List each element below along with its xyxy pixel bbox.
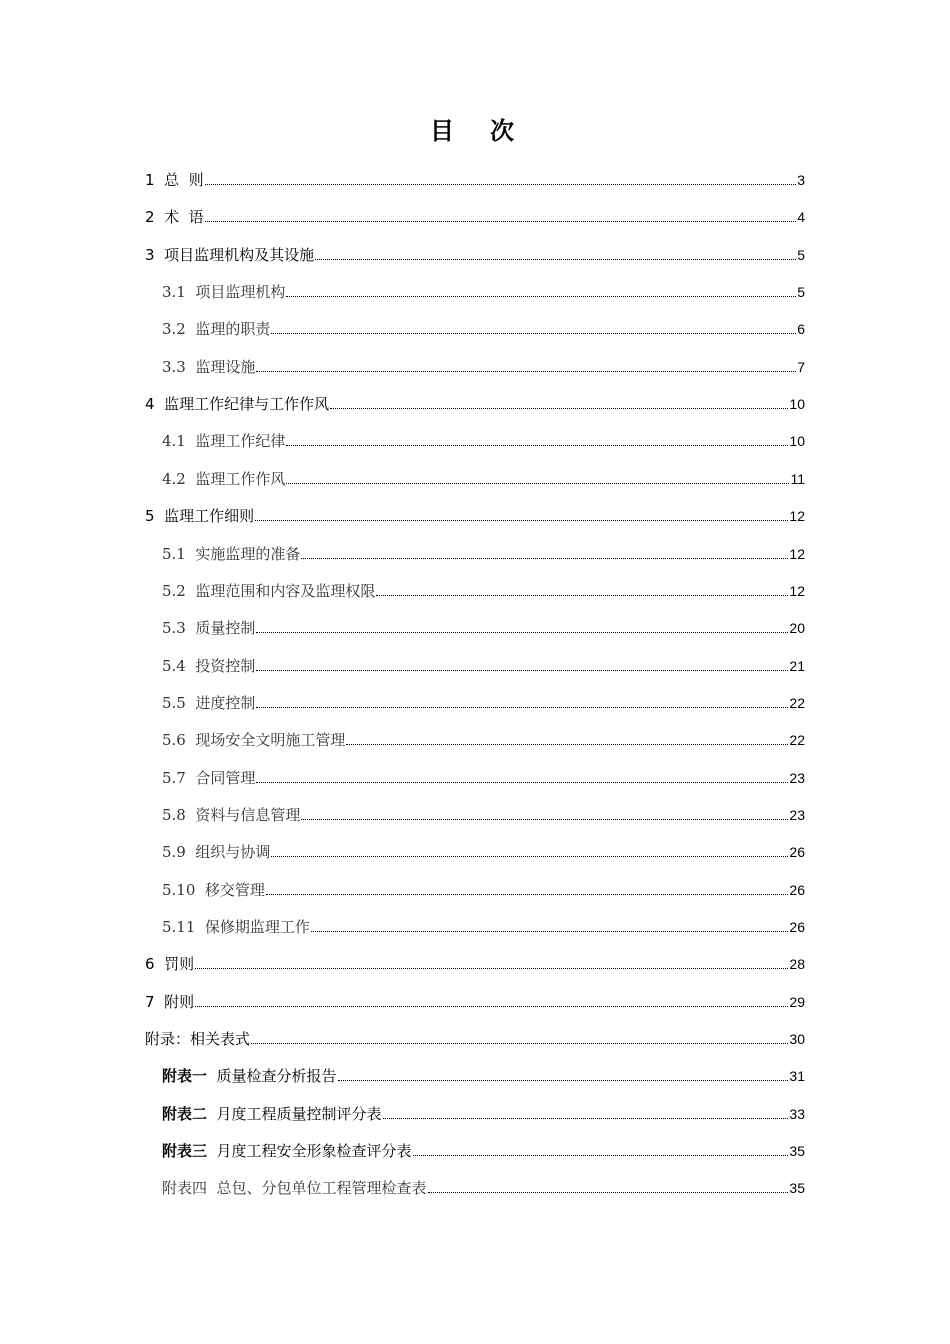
toc-entry-label [162,1104,382,1124]
toc-entry-label [145,954,194,974]
dot-leader [311,931,788,932]
dot-leader [301,558,788,559]
toc-entry-text: 3 项目监理机构及其设施 [145,245,315,264]
toc-entry-page-number: 12 [789,545,805,562]
dot-leader [413,1155,789,1156]
toc-entry[interactable] [145,990,805,1012]
toc-entry[interactable] [162,1139,805,1161]
toc-entry-text: 5.5 进度控制 [162,693,256,712]
toc-entry-page-number: 12 [789,508,805,525]
toc-entry-text: 3.3 监理设施 [162,357,256,376]
toc-entry-prefix: 附表三 [162,1142,208,1161]
dot-leader [256,782,788,783]
dot-leader [256,371,796,372]
dot-leader [256,670,788,671]
toc-entry-text: 4 监理工作纪律与工作作风 [145,395,330,414]
toc-entry-page-number: 26 [789,881,805,898]
toc-entry-page-number: 30 [789,1031,805,1048]
toc-entry-label [145,992,194,1012]
toc-entry-text: 附录：相关表式 [145,1030,251,1049]
toc-entry-label [145,170,204,190]
toc-entry[interactable] [162,878,805,900]
toc-entry[interactable] [162,1102,805,1124]
toc-entry[interactable] [145,952,805,974]
toc-entry-label [145,245,314,265]
toc-entry-page-number: 28 [789,956,805,973]
toc-entry[interactable] [145,504,805,526]
dot-leader [376,595,788,596]
dot-leader [266,894,788,895]
dot-leader [205,221,797,222]
toc-entry[interactable] [162,1064,805,1086]
toc-entry-text: 5.9 组织与协调 [162,843,271,862]
dot-leader [195,968,788,969]
dot-leader [286,483,789,484]
dot-leader [286,445,788,446]
toc-title: 目 次 [430,117,520,145]
toc-entry[interactable] [162,654,805,676]
toc-entry-page-number: 35 [789,1180,805,1197]
toc-entry-label [162,730,345,750]
toc-entry-page-number: 22 [789,732,805,749]
toc-entry[interactable] [162,1176,805,1198]
toc-entry-text: 2 术 语 [145,208,204,227]
toc-entry-text: 月度工程质量控制评分表 [207,1104,382,1123]
dot-leader [251,1043,788,1044]
toc-entry-label [145,207,204,227]
toc-entry-label [162,544,300,564]
dot-leader [205,184,797,185]
toc-entry-page-number: 26 [789,919,805,935]
toc-entry-text: 5.3 质量控制 [162,619,256,638]
toc-entry-text: 4.1 监理工作纪律 [162,432,286,451]
toc-entry-label [162,768,255,788]
toc-entry[interactable] [162,317,805,339]
toc-entry-text: 3.1 项目监理机构 [162,283,286,302]
toc-entry-label [162,319,270,339]
toc-entry-label [162,1066,337,1086]
toc-entry-label [162,917,310,937]
dot-leader [271,333,796,334]
toc-entry-page-number: 3 [797,172,805,188]
toc-entry[interactable] [145,205,805,227]
toc-entry-text: 3.2 监理的职责 [162,320,271,339]
toc-entry-page-number: 33 [789,1105,805,1122]
toc-entry-label [162,693,255,713]
toc-entry-label [162,618,255,638]
toc-entry-text: 质量检查分析报告 [207,1067,337,1086]
toc-entry[interactable] [162,840,805,862]
toc-entry-text: 4.2 监理工作作风 [162,469,286,488]
toc-entry-label [162,880,265,900]
toc-entry-page-number: 23 [789,806,805,823]
dot-leader [428,1192,789,1193]
toc-entry[interactable] [162,429,805,451]
toc-entry-page-number: 4 [797,209,805,226]
toc-entry-text: 月度工程安全形象检查评分表 [207,1142,412,1161]
dot-leader [256,707,788,708]
dot-leader [346,744,788,745]
toc-entry-label [162,805,300,825]
toc-entry-label [162,581,375,601]
toc-entry-text: 5.4 投资控制 [162,656,256,675]
toc-entry-text: 5.2 监理范围和内容及监理权限 [162,581,376,600]
toc-entry-label [162,282,285,302]
toc-entry-page-number: 7 [797,358,805,375]
toc-entry[interactable] [162,467,805,489]
toc-entry-text: 7 附则 [145,992,195,1011]
toc-entry-page-number: 22 [789,694,805,711]
toc-entry-page-number: 5 [797,284,805,301]
toc-entry-text: 5 监理工作细则 [145,507,255,526]
toc-entry-text: 5.7 合同管理 [162,768,256,787]
toc-entry-label [145,1029,250,1049]
toc-entry-text: 6 罚则 [145,955,195,974]
toc-entry-text: 5.1 实施监理的准备 [162,544,301,563]
toc-entry-label [162,469,285,489]
toc-entry-page-number: 12 [789,582,805,599]
toc-entry-text: 附表四 总包、分包单位工程管理检查表 [162,1179,427,1198]
toc-entry[interactable] [162,728,805,750]
dot-leader [286,296,796,297]
toc-entry-page-number: 29 [789,993,805,1010]
toc-entry-page-number: 10 [789,396,805,413]
dot-leader [301,819,788,820]
toc-entry[interactable] [162,915,805,937]
toc-entry-page-number: 35 [789,1143,805,1160]
toc-entry[interactable] [162,579,805,601]
toc-entry-page-number: 6 [797,321,805,338]
toc-entry-label [162,431,285,451]
toc-entry[interactable] [162,766,805,788]
toc-entry-label [162,1141,412,1161]
toc-entry-label [145,506,254,526]
toc-entry[interactable] [162,355,805,377]
dot-leader [338,1080,789,1081]
toc-entry-page-number: 10 [789,433,805,450]
dot-leader [195,1006,788,1007]
toc-entry-page-number: 5 [797,246,805,263]
toc-entry-text: 5.10 移交管理 [162,880,265,899]
toc-entry-label [162,656,255,676]
toc-entry[interactable] [145,1027,805,1049]
toc-entry-label [162,842,270,862]
dot-leader [315,259,796,260]
dot-leader [256,632,788,633]
toc-entry-prefix: 附表一 [162,1067,208,1086]
toc-entry-page-number: 20 [789,620,805,637]
toc-entry-page-number: 11 [790,470,805,487]
toc-entry[interactable] [162,542,805,564]
toc-entry-page-number: 21 [789,657,805,674]
toc-entry-text: 1 总 则 [145,171,204,189]
toc-entry[interactable] [145,392,805,414]
toc-entry-label [162,1178,427,1198]
toc-entry-page-number: 31 [789,1068,805,1085]
toc-entry-prefix: 附表二 [162,1104,208,1123]
toc-entry[interactable] [162,280,805,302]
dot-leader [330,408,788,409]
toc-entry-text: 5.11 保修期监理工作 [162,918,310,936]
toc-entry-label [145,394,329,414]
toc-entry[interactable] [145,168,805,190]
toc-entry[interactable] [162,616,805,638]
toc-entry[interactable] [162,691,805,713]
dot-leader [271,856,788,857]
dot-leader [255,520,788,521]
toc-entry-page-number: 26 [789,844,805,861]
toc-entry[interactable] [145,243,805,265]
toc-entry-text: 5.6 现场安全文明施工管理 [162,731,346,750]
toc-entry[interactable] [162,803,805,825]
toc-entry-label [162,357,255,377]
dot-leader [383,1118,789,1119]
toc-entry-text: 5.8 资料与信息管理 [162,805,301,824]
toc-entry-page-number: 23 [789,769,805,786]
